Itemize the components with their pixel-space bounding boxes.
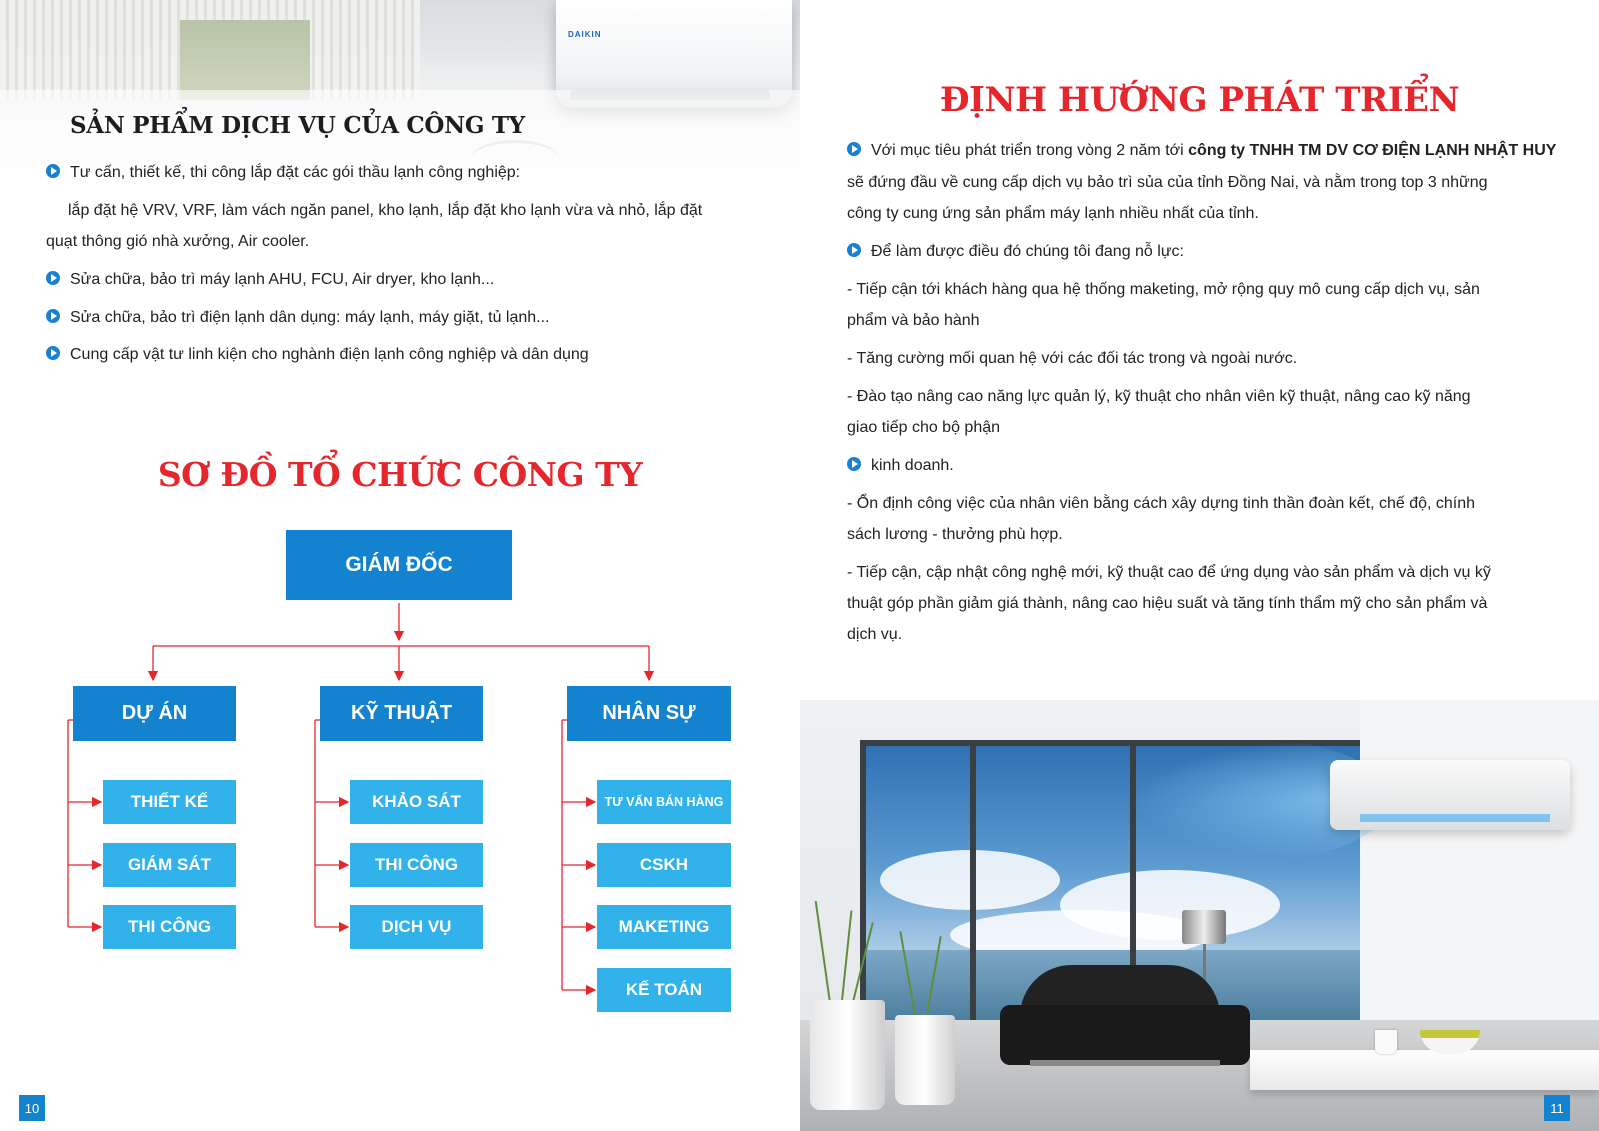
paragraph-line: công ty cung ứng sản phẩm máy lạnh nhiều nhất của tỉnh. (847, 205, 1259, 222)
right-page (800, 0, 1599, 1131)
daikin-logo: DAIKIN (568, 30, 602, 39)
org-box-supervision: GIÁM SÁT (103, 843, 236, 887)
paragraph-line: - Ổn định công việc của nhân viên bằng cách xây dựng tinh thần đoàn kết, chế độ, chính (847, 495, 1476, 512)
org-box-service: DỊCH VỤ (350, 905, 483, 949)
paragraph-line: - Tăng cường mối quan hệ với các đối tác trong và ngoài nước. (847, 350, 1298, 367)
org-box-accounting: KẾ TOÁN (597, 968, 731, 1012)
list-item: Sửa chữa, bảo trì điện lạnh dân dụng: máy lạnh, máy giặt, tủ lạnh... (46, 302, 550, 333)
living-room-ac-image (800, 700, 1599, 1131)
wall-ac-unit-2 (1330, 760, 1570, 830)
paragraph-line: sách lương - thưởng phù hợp. (847, 526, 1063, 543)
org-box-director: GIÁM ĐỐC (286, 530, 512, 600)
org-box-dept-hr: NHÂN SỰ (567, 686, 731, 741)
list-item-continuation: quạt thông gió nhà xưởng, Air cooler. (46, 233, 310, 250)
arrow-bullet-icon (847, 142, 861, 156)
org-box-dept-technical: KỸ THUẬT (320, 686, 483, 741)
arrow-bullet-icon (847, 243, 861, 257)
org-chart-title: SƠ ĐỒ TỔ CHỨC CÔNG TY (157, 455, 643, 494)
paragraph-line: - Đào tạo nâng cao năng lực quản lý, kỹ thuật cho nhân viên kỹ thuật, nâng cao kỹ năng (847, 388, 1471, 405)
org-box-construction: THI CÔNG (103, 905, 236, 949)
list-item: Sửa chữa, bảo trì máy lạnh AHU, FCU, Air dryer, kho lạnh... (46, 264, 494, 295)
services-title: SẢN PHẨM DỊCH VỤ CỦA CÔNG TY (70, 112, 525, 139)
page-number: 10 (19, 1095, 45, 1121)
org-box-design: THIẾT KẾ (103, 780, 236, 824)
paragraph-line: kinh doanh. (847, 457, 954, 475)
white-table (1250, 1050, 1599, 1090)
plant-pot (810, 1000, 885, 1110)
arrow-bullet-icon (847, 457, 861, 471)
paragraph-line: sẽ đứng đầu về cung cấp dịch vụ bảo trì sủa của tỉnh Đồng Nai, và nằm trong top 3 những (847, 174, 1488, 191)
org-box-marketing: MAKETING (597, 905, 731, 949)
cup (1375, 1030, 1397, 1054)
black-sofa (1000, 965, 1250, 1085)
page-number: 11 (1544, 1095, 1570, 1121)
plant-pot-2 (895, 1015, 955, 1105)
paragraph-line: - Tiếp cận tới khách hàng qua hệ thống maketing, mở rộng quy mô cung cấp dịch vụ, sản (847, 281, 1480, 298)
floor-lamp (1182, 910, 1226, 944)
paragraph-line: dịch vụ. (847, 626, 903, 643)
paragraph-line: Với mục tiêu phát triển trong vòng 2 năm tới công ty TNHH TM DV CƠ ĐIỆN LẠNH NHẬT HUY (847, 142, 1556, 160)
list-item: Cung cấp vật tư linh kiện cho nghành điện lạnh công nghiệp và dân dụng (46, 339, 589, 370)
org-box-construction-2: THI CÔNG (350, 843, 483, 887)
paragraph-line: phẩm và bảo hành (847, 312, 980, 329)
paragraph-line: - Tiếp cận, cập nhật công nghệ mới, kỹ thuật cao để ứng dụng vào sản phẩm và dịch vụ kỹ (847, 564, 1491, 581)
paragraph-line: thuật góp phần giảm giá thành, nâng cao hiệu suất và tăng tính thẩm mỹ cho sản phẩm và (847, 595, 1488, 612)
org-box-sales-consulting: TƯ VẤN BÁN HÀNG (597, 780, 731, 824)
org-box-survey: KHẢO SÁT (350, 780, 483, 824)
list-item-continuation: lắp đặt hệ VRV, VRF, làm vách ngăn panel, kho lạnh, lắp đặt kho lạnh vừa và nhỏ, lắp đặt (68, 202, 703, 219)
paragraph-line: Để làm được điều đó chúng tôi đang nỗ lực: (847, 243, 1184, 261)
list-item: Tư cấn, thiết kế, thi công lắp đặt các gói thầu lạnh công nghiệp: (46, 157, 520, 188)
development-title: ĐỊNH HƯỚNG PHÁT TRIỂN (939, 80, 1460, 120)
paragraph-line: giao tiếp cho bộ phận (847, 419, 1001, 436)
development-text (847, 0, 1557, 660)
org-box-dept-projects: DỰ ÁN (73, 686, 236, 741)
org-box-customer-care: CSKH (597, 843, 731, 887)
